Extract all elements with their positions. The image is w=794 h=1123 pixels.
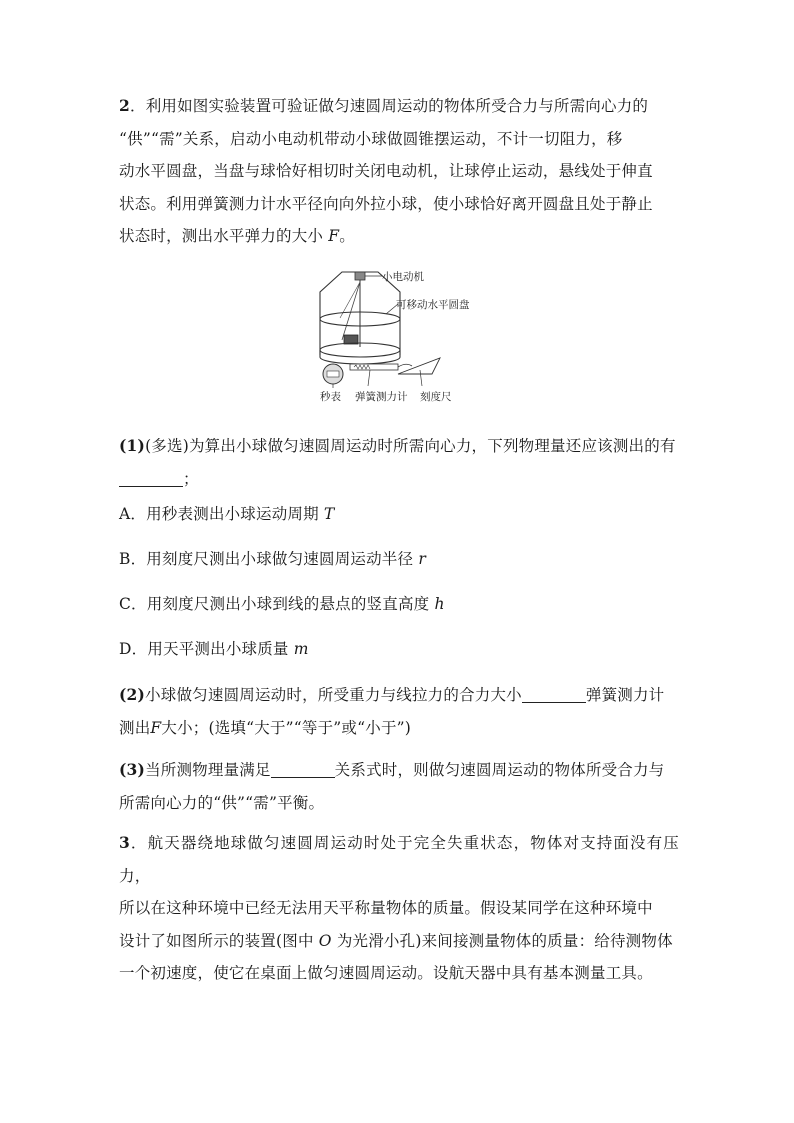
question-2-part-2 [119,679,679,744]
part-3-text: 当所测物理量满足 [145,761,271,779]
question-2-part-1 [119,430,679,495]
part-2-prefix: (2) [119,685,146,704]
part-3-prefix: (3) [119,760,146,779]
apparatus-diagram [300,262,500,412]
q3-line-2: 所以在这种环境中已经无法用天平称量物体的质量。假设某同学在这种环境中 [119,899,653,917]
spring-hook [398,364,412,367]
variable-F-2: F [150,718,162,737]
part-1-text: (多选)为算出小球做匀速圆周运动时所需向心力，下列物理量还应该测出的有 [145,437,676,455]
variable-m: m [293,640,309,658]
variable-r: r [418,550,426,568]
question-2-number: 2 [119,96,130,115]
variable-O: O [318,931,332,950]
q3-line-3-b: 为光滑小孔)来间接测量物体的质量：给待测物体 [331,931,673,950]
question-2-stem [119,90,679,253]
question-3-stem [119,827,679,990]
q2-line-5: 状态时，测出水平弹力的大小 [119,227,329,245]
option-C-text: C．用刻度尺测出小球到线的悬点的竖直高度 [119,595,435,613]
option-D-text: D．用天平测出小球质量 [119,640,294,658]
part-1-prefix: (1) [119,436,146,455]
part-3-text-c: 所需向心力的“供”“需”平衡。 [119,793,325,812]
part-2-text-b: 弹簧测力计 [585,686,665,704]
option-A [119,498,679,531]
q3-line-1: ．航天器绕地球做匀速圆周运动时处于完全失重状态，物体对支持面没有压力， [119,834,679,885]
q3-line-3: 设计了如图所示的装置(图中 [119,931,319,950]
question-3-number: 3 [119,833,130,852]
answer-blank-2[interactable] [522,687,586,704]
q2-line-2: “供”“需”关系，启动小电动机带动小球做圆锥摆运动，不计一切阻力，移 [119,129,623,148]
leader-spring [368,370,370,386]
option-A-text: A．用秒表测出小球运动周期 [119,505,324,523]
label-stopwatch: 秒表 [320,391,341,403]
ruler-icon [398,358,440,374]
label-motor: 小电动机 [382,271,424,283]
part-1-end: ； [183,469,199,488]
q2-line-4: 状态。利用弹簧测力计水平径向向外拉小球，使小球恰好离开圆盘且处于静止 [119,194,653,213]
option-D [119,633,679,666]
option-B-text: B．用刻度尺测出小球做匀速圆周运动半径 [119,550,419,568]
q2-line-3: 动水平圆盘，当盘与球恰好相切时关闭电动机，让球停止运动，悬线处于伸直 [119,162,653,180]
variable-F: F [328,227,340,245]
answer-blank-3[interactable] [271,762,335,779]
part-3-text-b: 关系式时，则做匀速圆周运动的物体所受合力与 [334,761,665,779]
apparatus-figure [300,262,500,412]
part-2-text-c: 测出 [119,718,151,737]
option-C [119,588,679,621]
part-2-text-d: 大小；(选填“大于”“等于”或“小于”) [161,718,412,737]
motor-shape [355,272,365,280]
label-disk: 可移动水平圆盘 [396,299,470,311]
q3-line-4: 一个初速度，使它在桌面上做匀速圆周运动。设航天器中具有基本测量工具。 [119,964,653,982]
answer-blank-1[interactable] [119,470,183,487]
stopwatch-display [327,371,339,377]
variable-T: T [323,505,335,523]
q2-line-1: ．利用如图实验装置可验证做匀速圆周运动的物体所受合力与所需向心力的 [130,97,649,115]
variable-h: h [434,595,445,613]
part-2-text: 小球做匀速圆周运动时，所受重力与线拉力的合力大小 [145,686,522,704]
q2-line-5-end: 。 [339,227,355,245]
label-ruler: 刻度尺 [420,391,452,403]
question-2-part-3 [119,754,679,819]
option-B [119,543,679,576]
pendulum-string [342,282,360,340]
label-spring-scale: 弹簧测力计 [355,391,408,403]
